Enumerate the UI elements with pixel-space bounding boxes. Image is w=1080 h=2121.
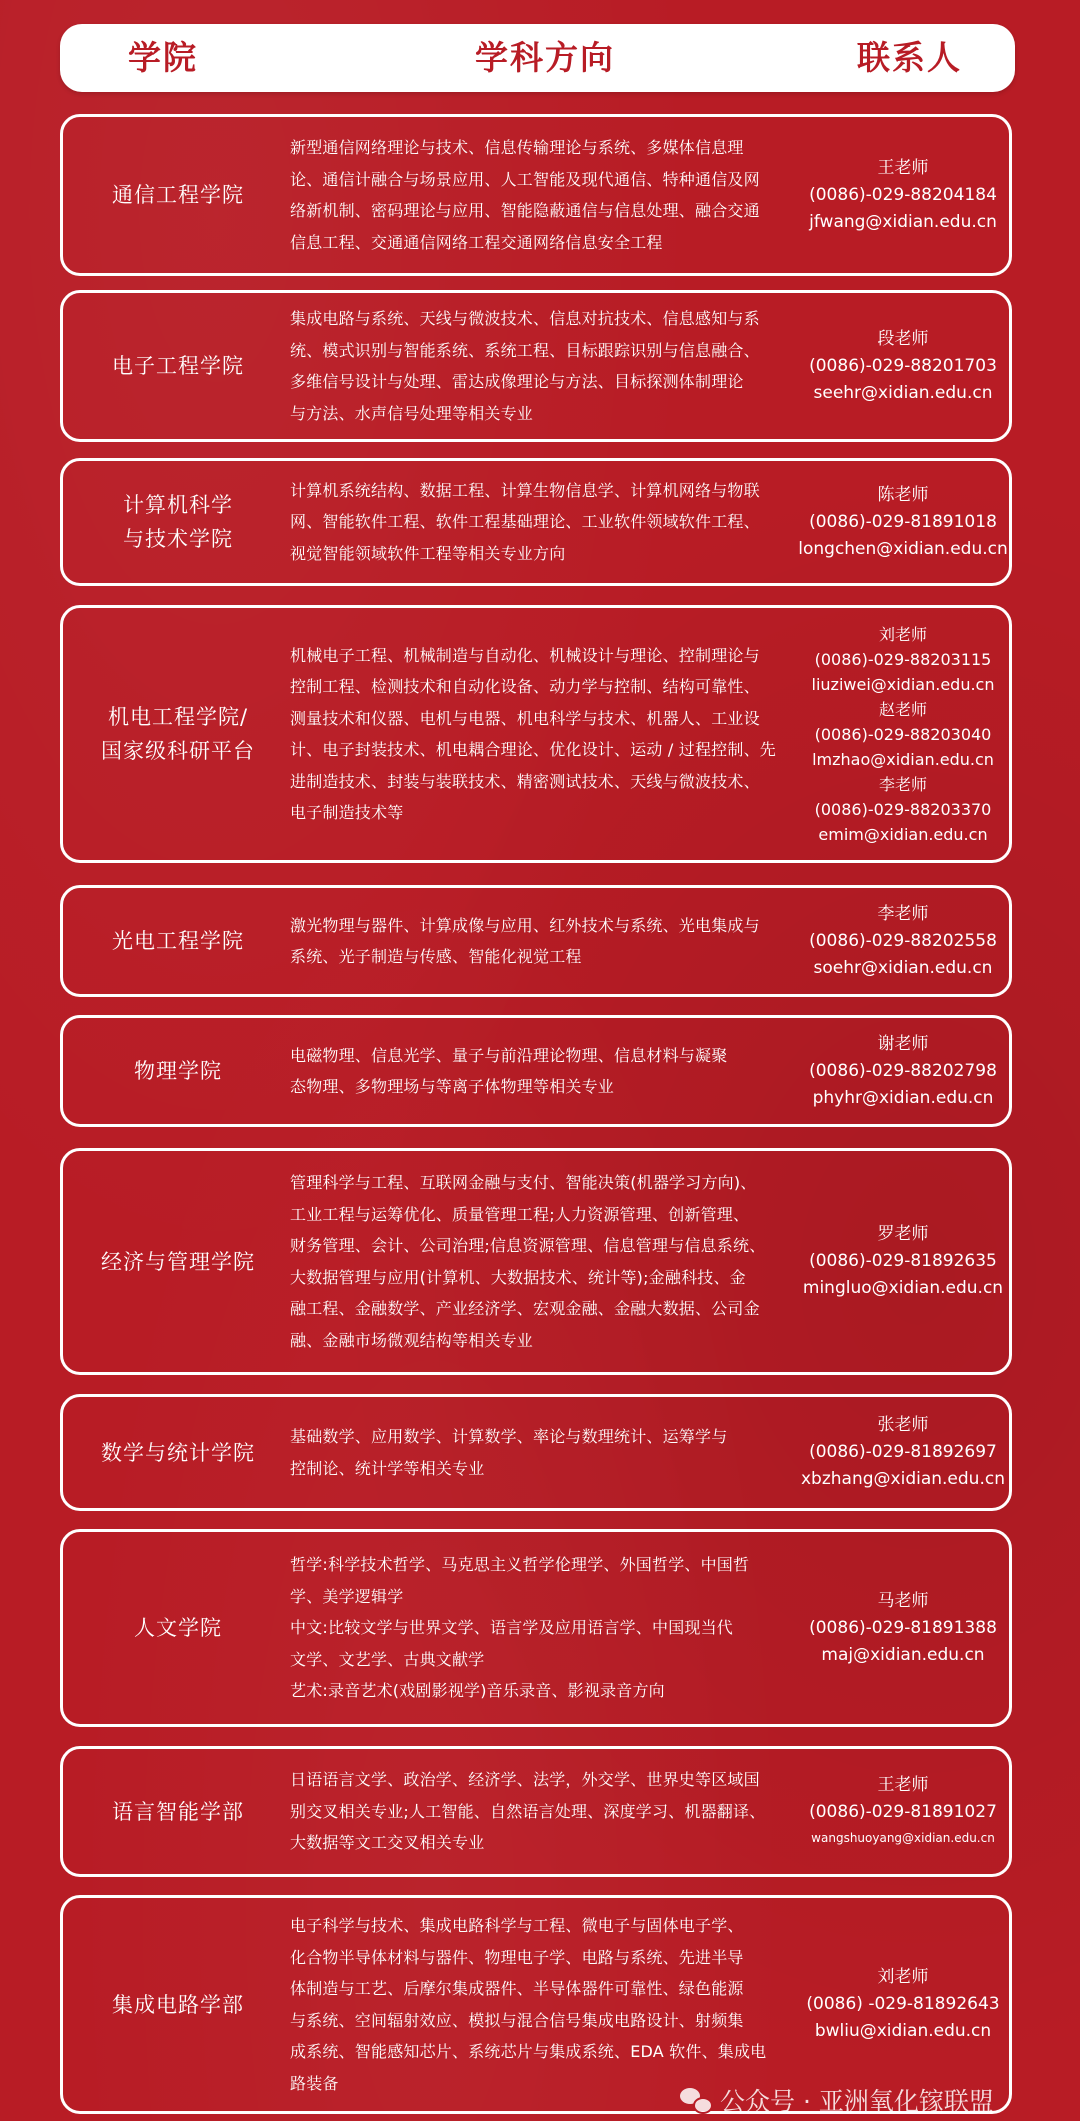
table-row	[60, 605, 1012, 863]
contact-person	[809, 155, 997, 236]
subject-line: 控制论、统计学等相关专业	[290, 1458, 485, 1478]
subject-line: 视觉智能领域软件工程等相关专业方向	[290, 543, 566, 563]
table-row	[60, 458, 1012, 586]
wechat-icon	[680, 2088, 710, 2112]
subject-line: 艺术:录音艺术(戏剧影视学)音乐录音、影视录音方向	[290, 1681, 665, 1701]
contact-email[interactable]: phyhr@xidian.edu.cn	[812, 1087, 994, 1108]
subject-line: 大数据等文工交叉相关专业	[290, 1833, 485, 1853]
contact-email[interactable]: bwliu@xidian.edu.cn	[814, 2021, 992, 2041]
subject-line: 络新机制、密码理论与应用、智能隐蔽通信与信息处理、融合交通	[290, 201, 760, 220]
contact-email[interactable]: jfwang@xidian.edu.cn	[809, 211, 997, 232]
contact-name: 李老师	[878, 774, 927, 794]
contact-person	[812, 697, 994, 772]
college-name: 集成电路学部	[112, 1992, 244, 2017]
table-row	[60, 1015, 1012, 1127]
contact-info	[795, 461, 1011, 583]
table-header	[60, 24, 1015, 92]
contact-info	[795, 1018, 1011, 1124]
subject-line: 电子制造技术等	[290, 803, 404, 822]
contact-person	[798, 482, 1008, 563]
contact-email[interactable]: mingluo@xidian.edu.cn	[802, 1278, 1004, 1298]
subject-line: 大数据管理与应用(计算机、大数据技术、统计等);金融科技、金	[290, 1267, 746, 1287]
subject-line: 激光物理与器件、计算成像与应用、红外技术与系统、光电集成与	[290, 915, 760, 935]
contact-person	[803, 1221, 1003, 1302]
contact-email[interactable]: maj@xidian.edu.cn	[821, 1644, 985, 1665]
contact-name: 刘老师	[877, 1967, 929, 1987]
contact-email[interactable]: seehr@xidian.edu.cn	[813, 382, 993, 403]
subject-directions	[290, 293, 830, 439]
contact-phone: (0086)-029-81891027	[809, 1802, 997, 1822]
subject-line: 别交叉相关专业;人工智能、自然语言处理、深度学习、机器翻译、	[290, 1801, 766, 1821]
subject-line: 计、电子封装技术、机电耦合理论、优化设计、运动 / 过程控制、先	[290, 740, 776, 759]
college-name: 物理学院	[134, 1059, 222, 1083]
contact-person	[809, 1031, 997, 1112]
subject-line: 网、智能软件工程、软件工程基础理论、工业软件领域软件工程、	[290, 512, 760, 532]
subject-line: 学、美学逻辑学	[290, 1586, 404, 1606]
contact-person	[801, 1412, 1005, 1493]
contact-person	[815, 772, 992, 847]
subject-directions	[290, 1397, 830, 1508]
contact-email[interactable]: liuziwei@xidian.edu.cn	[811, 674, 995, 694]
contact-name: 李老师	[877, 903, 929, 924]
subject-directions	[290, 888, 830, 994]
contact-phone: (0086)-029-88203115	[814, 649, 992, 669]
contact-phone: (0086)-029-88204184	[809, 184, 997, 205]
contact-email[interactable]: soehr@xidian.edu.cn	[813, 957, 993, 978]
subject-directions	[290, 117, 830, 273]
subject-line: 测量技术和仪器、电机与电器、机电科学与技术、机器人、工业设	[290, 708, 760, 728]
contact-phone: (0086)-029-88201703	[809, 355, 997, 376]
subject-line: 与方法、水声信号处理等相关专业	[290, 403, 534, 423]
subject-line: 统、模式识别与智能系统、系统工程、目标跟踪识别与信息融合、	[290, 340, 760, 360]
subject-line: 进制造技术、封装与装联技术、精密测试技术、天线与微波技术、	[290, 771, 760, 791]
subject-directions	[290, 461, 830, 583]
contact-info	[795, 1532, 1011, 1724]
contact-person	[812, 622, 995, 697]
college-name: 经济与管理学院	[101, 1249, 255, 1274]
contact-email[interactable]: wangshuoyang@xidian.edu.cn	[811, 1831, 995, 1845]
contact-phone: (0086)-029-81892635	[809, 1251, 997, 1271]
contact-person	[809, 1772, 997, 1851]
contact-person	[806, 1964, 999, 2045]
header-contact: 联系人	[857, 38, 962, 77]
subject-line: 基础数学、应用数学、计算数学、率论与数理统计、运筹学与	[290, 1427, 728, 1446]
subject-line: 电子科学与技术、集成电路科学与工程、微电子与固体电子学、	[290, 1916, 744, 1935]
watermark-text: 公众号 · 亚洲氧化镓联盟	[720, 2087, 994, 2116]
contact-name: 谢老师	[877, 1033, 929, 1054]
subject-line: 工业工程与运筹优化、质量管理工程;人力资源管理、创新管理、	[290, 1204, 750, 1224]
subject-line: 集成电路与系统、天线与微波技术、信息对抗技术、信息感知与系	[290, 309, 760, 328]
contact-phone: (0086) -029-81892643	[806, 1994, 1000, 2014]
table-row	[60, 1148, 1012, 1375]
college-name: 电子工程学院	[112, 354, 244, 378]
contact-name: 张老师	[877, 1415, 929, 1435]
contact-name: 罗老师	[877, 1224, 929, 1244]
college-name: 数学与统计学院	[101, 1440, 255, 1465]
header-subject: 学科方向	[475, 38, 615, 77]
watermark	[680, 2082, 994, 2118]
subject-line: 新型通信网络理论与技术、信息传输理论与系统、多媒体信息理	[290, 138, 744, 157]
college-name: 机电工程学院/ 国家级科研平台	[101, 705, 255, 763]
contact-info	[795, 1898, 1011, 2111]
college-name: 光电工程学院	[112, 929, 244, 953]
subject-line: 体制造与工艺、后摩尔集成器件、半导体器件可靠性、绿色能源	[290, 1979, 744, 1998]
contact-phone: (0086)-029-88203370	[814, 799, 992, 819]
subject-directions	[290, 1898, 830, 2111]
contact-info	[795, 117, 1011, 273]
contact-phone: (0086)-029-81891018	[809, 511, 997, 532]
subject-line: 融工程、金融数学、产业经济学、宏观金融、金融大数据、公司金	[290, 1299, 760, 1318]
college-name: 通信工程学院	[112, 183, 244, 207]
subject-line: 文学、文艺学、古典文献学	[290, 1649, 485, 1669]
table-row	[60, 1746, 1012, 1877]
contact-email[interactable]: longchen@xidian.edu.cn	[798, 538, 1008, 559]
subject-line: 哲学:科学技术哲学、马克思主义哲学伦理学、外国哲学、中国哲	[290, 1555, 750, 1575]
subject-line: 信息工程、交通通信网络工程交通网络信息安全工程	[290, 232, 663, 252]
subject-line: 化合物半导体材料与器件、物理电子学、电路与系统、先进半导	[290, 1947, 744, 1967]
contact-name: 段老师	[877, 328, 929, 349]
subject-directions	[290, 1018, 830, 1124]
contact-name: 陈老师	[877, 484, 929, 505]
subject-line: 论、通信计融合与场景应用、人工智能及现代通信、特种通信及网	[290, 169, 760, 189]
contact-email[interactable]: lmzhao@xidian.edu.cn	[812, 749, 994, 769]
contact-info	[795, 888, 1011, 994]
contact-name: 马老师	[877, 1590, 929, 1611]
contact-email[interactable]: emim@xidian.edu.cn	[818, 824, 988, 844]
contact-info	[795, 1749, 1011, 1874]
subject-directions	[290, 1532, 830, 1724]
subject-line: 控制工程、检测技术和自动化设备、动力学与控制、结构可靠性、	[290, 677, 760, 696]
table-row	[60, 885, 1012, 997]
contact-phone: (0086)-029-81892697	[809, 1442, 997, 1462]
subject-directions	[290, 1151, 830, 1372]
table-row	[60, 1529, 1012, 1727]
contact-info	[795, 293, 1011, 439]
subject-line: 计算机系统结构、数据工程、计算生物信息学、计算机网络与物联	[290, 480, 760, 500]
subject-line: 成系统、智能感知芯片、系统芯片与集成系统、EDA 软件、集成电	[290, 2042, 767, 2061]
subject-line: 与系统、空间辐射效应、模拟与混合信号集成电路设计、射频集	[290, 2010, 744, 2030]
contact-person	[809, 1588, 997, 1669]
table-row	[60, 290, 1012, 442]
contact-name: 王老师	[877, 1775, 929, 1795]
table-row	[60, 1394, 1012, 1511]
subject-line: 机械电子工程、机械制造与自动化、机械设计与理论、控制理论与	[290, 645, 760, 665]
contact-info	[795, 608, 1011, 860]
subject-directions	[290, 1749, 830, 1874]
contact-name: 赵老师	[878, 699, 927, 719]
subject-line: 路装备	[290, 2073, 339, 2093]
subject-line: 财务管理、会计、公司治理;信息资源管理、信息管理与信息系统、	[290, 1236, 766, 1255]
contact-person	[809, 901, 997, 982]
subject-line: 融、金融市场微观结构等相关专业	[290, 1330, 534, 1350]
contact-phone: (0086)-029-88202798	[809, 1060, 997, 1081]
college-name: 计算机科学 与技术学院	[123, 493, 233, 551]
subject-line: 日语语言文学、政治学、经济学、法学，外交学、世界史等区域国	[290, 1770, 760, 1790]
subject-line: 多维信号设计与处理、雷达成像理论与方法、目标探测体制理论	[290, 372, 744, 391]
subject-line: 中文:比较文学与世界文学、语言学及应用语言学、中国现当代	[290, 1618, 733, 1638]
subject-line: 态物理、多物理场与等离子体物理等相关专业	[290, 1077, 615, 1096]
subject-line: 系统、光子制造与传感、智能化视觉工程	[290, 947, 582, 966]
subject-line: 管理科学与工程、互联网金融与支付、智能决策(机器学习方向)、	[290, 1173, 757, 1192]
contact-person	[809, 326, 997, 407]
contact-email[interactable]: xbzhang@xidian.edu.cn	[801, 1469, 1005, 1489]
contact-phone: (0086)-029-88203040	[814, 724, 992, 744]
contact-info	[795, 1151, 1011, 1372]
subject-directions	[290, 608, 830, 860]
contact-phone: (0086)-029-81891388	[809, 1617, 997, 1638]
contact-name: 刘老师	[878, 624, 927, 644]
contact-info	[795, 1397, 1011, 1508]
college-name: 人文学院	[134, 1616, 222, 1640]
college-name: 语言智能学部	[112, 1799, 244, 1824]
subject-line: 电磁物理、信息光学、量子与前沿理论物理、信息材料与凝聚	[290, 1045, 728, 1065]
contact-name: 王老师	[877, 157, 929, 178]
header-college: 学院	[128, 38, 198, 77]
table-row	[60, 114, 1012, 276]
contact-phone: (0086)-029-88202558	[809, 930, 997, 951]
